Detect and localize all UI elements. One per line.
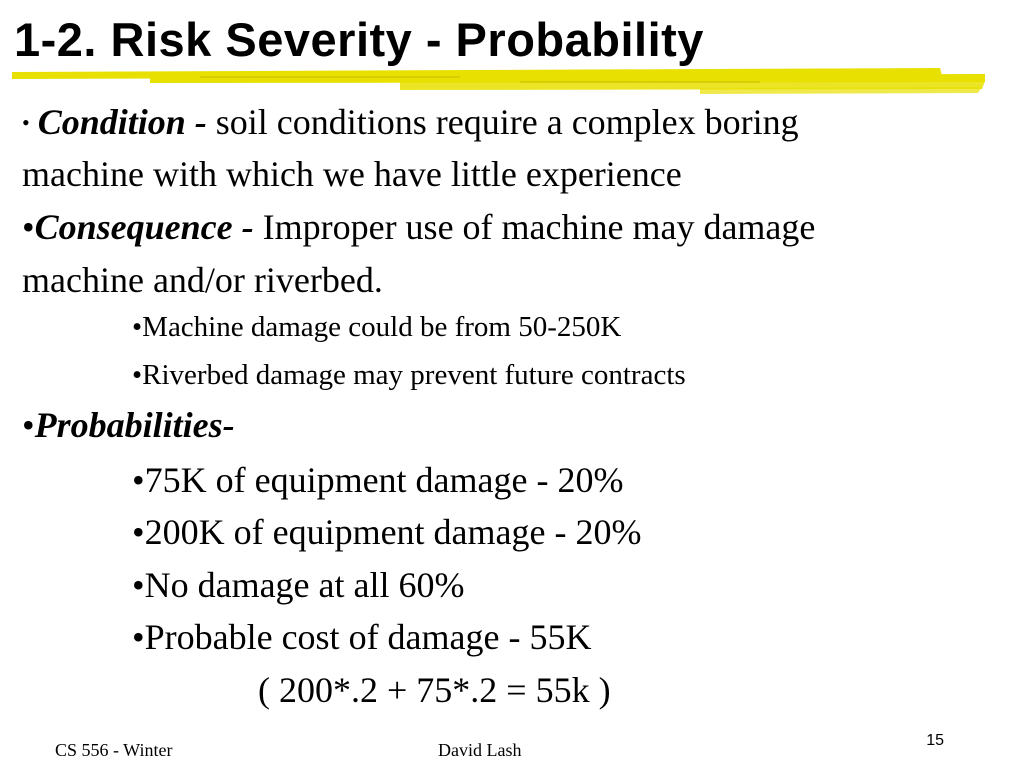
bullet-consequence xyxy=(22,205,815,249)
bullet-marker: • xyxy=(22,110,30,135)
probability-formula: ( 200*.2 + 75*.2 = 55k ) xyxy=(258,670,611,710)
probability-subitem: •No damage at all 60% xyxy=(132,565,465,605)
consequence-subitem: •Machine damage could be from 50-250K xyxy=(132,311,622,343)
consequence-term: Consequence - xyxy=(34,207,254,247)
consequence-subitem: •Riverbed damage may prevent future contracts xyxy=(132,359,686,391)
probability-subitem: •200K of equipment damage - 20% xyxy=(132,512,642,552)
consequence-text: Improper use of machine may damage xyxy=(253,207,816,247)
bullet-condition xyxy=(22,100,799,145)
bullet-marker: • xyxy=(22,207,35,247)
condition-term: Condition - xyxy=(37,102,207,142)
probability-subitem: •Probable cost of damage - 55K xyxy=(132,617,592,657)
probability-subitem: •75K of equipment damage - 20% xyxy=(132,460,624,500)
condition-text-continued: machine with which we have little experience xyxy=(22,154,682,194)
footer-course: CS 556 - Winter xyxy=(55,740,173,760)
page-number: 15 xyxy=(926,732,944,749)
bullet-probabilities xyxy=(22,403,235,447)
slide-title: 1-2. Risk Severity - Probability xyxy=(14,13,704,66)
bullet-marker: • xyxy=(22,405,35,445)
probabilities-term: Probabilities- xyxy=(34,405,235,445)
footer-author: David Lash xyxy=(438,740,522,760)
consequence-text-continued: machine and/or riverbed. xyxy=(22,260,383,300)
condition-text: soil conditions require a complex boring xyxy=(206,102,799,142)
